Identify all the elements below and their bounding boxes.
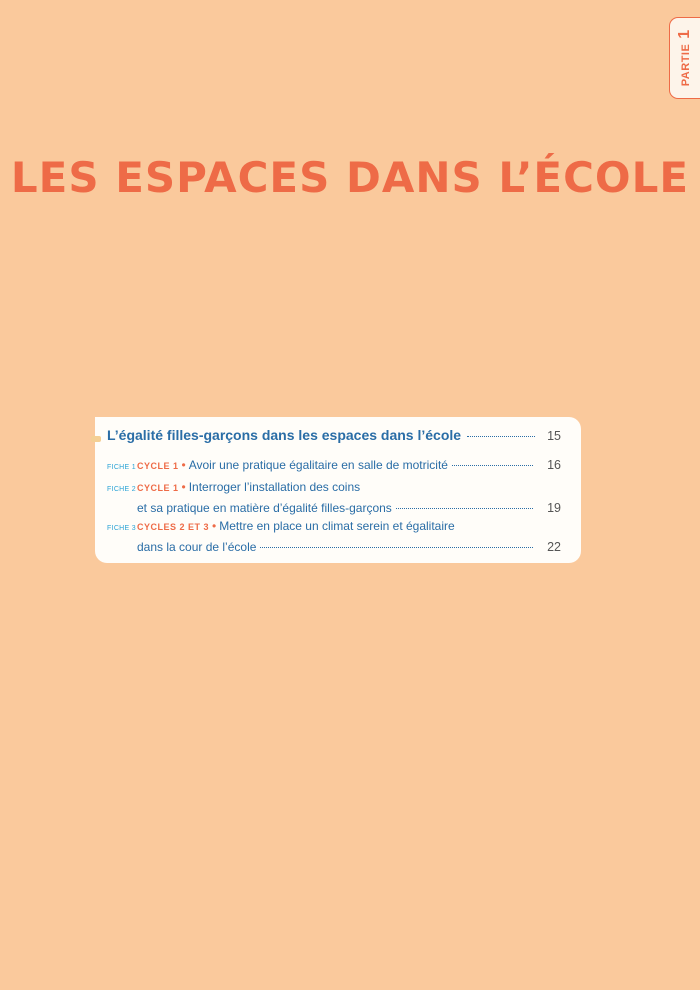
- table-of-contents: [95, 417, 581, 563]
- page-title: LES ESPACES DANS L’ÉCOLE: [10, 153, 690, 202]
- toc-fiche-3[interactable]: [107, 517, 561, 557]
- toc-fiche-1[interactable]: [107, 456, 561, 477]
- bullet-separator: •: [181, 458, 186, 472]
- fiche-title-line-2: et sa pratique en matière d’égalité filles-garçons: [137, 501, 392, 515]
- bullet-separator: •: [181, 480, 186, 494]
- part-label: PARTIE: [680, 43, 692, 87]
- fiche-title-line-2: dans la cour de l’école: [137, 540, 257, 554]
- dot-leader: [396, 507, 533, 509]
- bullet-marker-icon: [91, 436, 101, 442]
- dot-leader: [260, 546, 533, 548]
- part-tab: [669, 17, 700, 99]
- dot-leader: [467, 435, 535, 437]
- dot-leader: [452, 464, 533, 466]
- fiche-title-line-1: Mettre en place un climat serein et égalitaire: [219, 519, 455, 533]
- toc-main-entry[interactable]: [107, 427, 561, 443]
- fiche-title-line-1: Interroger l’installation des coins: [188, 480, 361, 494]
- fiche-number: FICHE 1: [107, 464, 136, 471]
- part-number: 1: [676, 29, 693, 39]
- fiche-page: 22: [547, 540, 561, 554]
- fiche-number: FICHE 2: [107, 486, 136, 493]
- cycle-label: CYCLE 1: [137, 461, 179, 471]
- cycle-label: CYCLE 1: [137, 483, 179, 493]
- toc-main-label: L’égalité filles-garçons dans les espaces dans l’école: [107, 427, 462, 443]
- toc-main-page: 15: [547, 429, 561, 443]
- fiche-page: 19: [547, 501, 561, 515]
- fiche-number: FICHE 3: [107, 525, 136, 532]
- fiche-page: 16: [547, 458, 561, 472]
- fiche-title: Avoir une pratique égalitaire en salle de motricité: [188, 458, 448, 472]
- toc-fiche-2[interactable]: [107, 478, 561, 518]
- cycle-label: CYCLES 2 ET 3: [137, 522, 210, 532]
- bullet-separator: •: [212, 519, 217, 533]
